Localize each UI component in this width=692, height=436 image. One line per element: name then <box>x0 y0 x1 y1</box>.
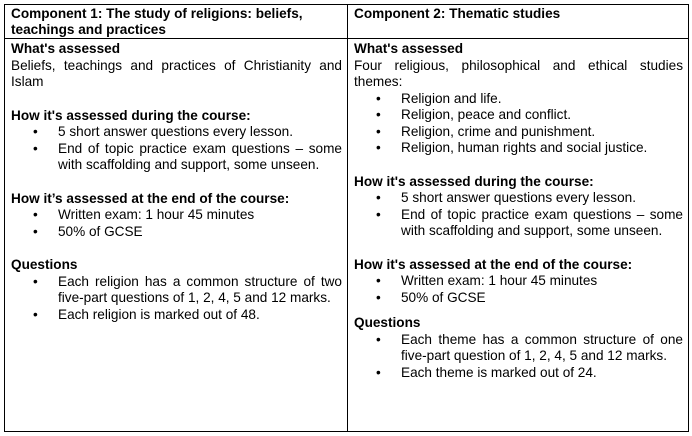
c2-questions-list <box>354 332 683 382</box>
bullet-icon: • <box>376 273 381 288</box>
list-item: • 5 short answer questions every lesson. <box>33 124 293 139</box>
list-item: • 50% of GCSE <box>33 223 143 239</box>
assessment-table <box>4 4 689 432</box>
component2-cell <box>348 39 689 432</box>
bullet-icon: • <box>33 207 38 222</box>
list-item: • 50% of GCSE <box>376 289 486 305</box>
c1-during-heading: How it's assessed during the course: <box>11 107 251 123</box>
c2-end-list <box>354 273 683 306</box>
bullet-icon: • <box>376 206 381 222</box>
c1-assessed-heading: What's assessed <box>11 41 121 56</box>
bullet-icon: • <box>33 140 38 156</box>
c1-questions-heading: Questions <box>11 257 78 272</box>
c2-end-heading: How it's assessed at the end of the course: <box>354 256 633 272</box>
list-item: • 5 short answer questions every lesson. <box>376 190 636 205</box>
list-item: • Religion and life. <box>376 90 502 106</box>
c1-assessed-text: Beliefs, teachings and practices of Christianity and Islam <box>11 57 342 89</box>
list-item: • End of topic practice exam questions – some with scaffolding and support, some unseen. <box>376 206 683 238</box>
list-item: • Written exam: 1 hour 45 minutes <box>33 207 255 222</box>
c2-assessed-text: Four religious, philosophical and ethical studies themes: <box>354 57 683 89</box>
bullet-icon: • <box>376 140 381 155</box>
bullet-icon: • <box>376 90 381 106</box>
bullet-icon: • <box>33 223 38 239</box>
content-row <box>5 39 689 432</box>
bullet-icon: • <box>376 289 381 305</box>
list-item: • Written exam: 1 hour 45 minutes <box>376 273 598 288</box>
header-row <box>5 5 689 39</box>
c2-themes-list <box>354 91 683 157</box>
c1-during-list <box>11 124 342 174</box>
bullet-icon: • <box>33 273 38 289</box>
bullet-icon: • <box>33 124 38 139</box>
component1-title: Component 1: The study of religions: beliefs, teachings and practices <box>5 5 348 39</box>
c1-questions-list <box>11 274 342 324</box>
list-item: • Religion, human rights and social justice. <box>376 140 648 155</box>
c2-assessed-heading: What's assessed <box>354 41 464 56</box>
c1-end-list <box>11 207 342 240</box>
list-item: • Each theme is marked out of 24. <box>376 364 597 380</box>
bullet-icon: • <box>376 190 381 205</box>
bullet-icon: • <box>376 364 381 380</box>
c2-during-list <box>354 190 683 240</box>
list-item: • Each religion has a common structure of two five-part questions of 1, 2, 4, 5 and 12 marks. <box>33 273 342 305</box>
component1-cell <box>5 39 348 432</box>
c2-questions-heading: Questions <box>354 315 421 330</box>
list-item: • End of topic practice exam questions – some with scaffolding and support, some unseen. <box>33 140 342 172</box>
list-item: • Religion, peace and conflict. <box>376 107 572 122</box>
list-item: • Each theme has a common structure of one five-part question of 1, 2, 4, 5 and 12 marks. <box>376 331 683 363</box>
c2-during-heading: How it's assessed during the course: <box>354 173 594 189</box>
bullet-icon: • <box>33 306 38 322</box>
list-item: • Each religion is marked out of 48. <box>33 306 260 322</box>
c1-end-heading: How it’s assessed at the end of the course: <box>11 190 290 206</box>
list-item: • Religion, crime and punishment. <box>376 123 596 139</box>
bullet-icon: • <box>376 331 381 347</box>
component2-title: Component 2: Thematic studies <box>348 5 689 39</box>
bullet-icon: • <box>376 123 381 139</box>
bullet-icon: • <box>376 107 381 122</box>
